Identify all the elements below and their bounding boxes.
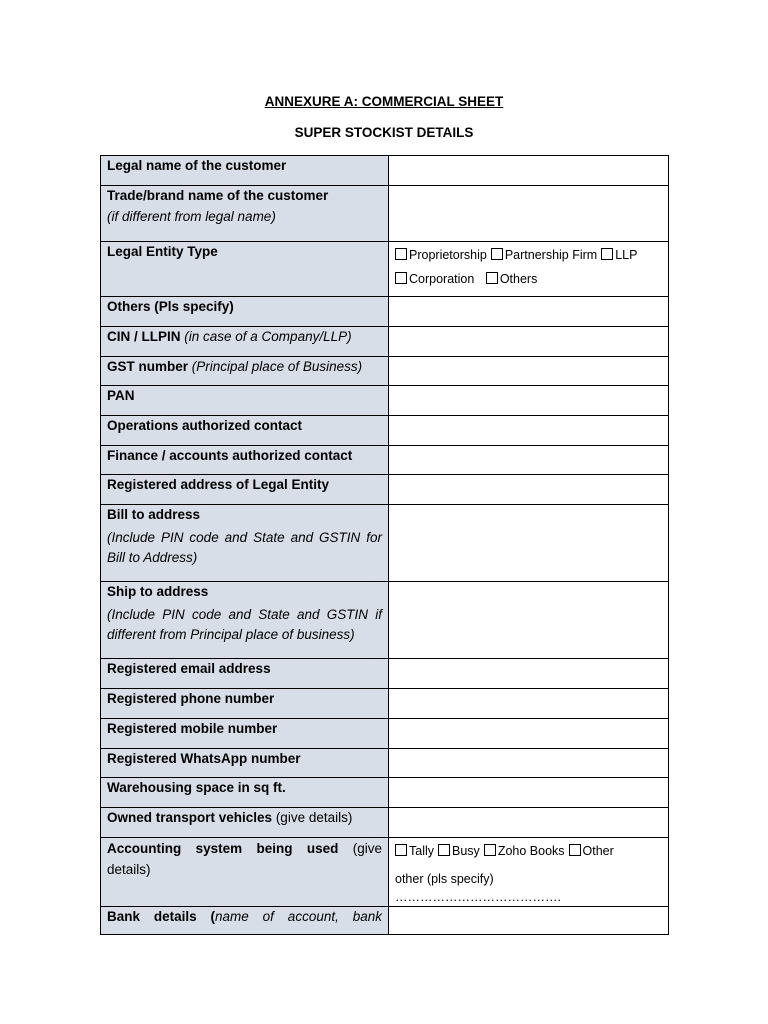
table-row xyxy=(101,749,669,778)
table-row xyxy=(101,659,669,689)
option-llp[interactable]: LLP xyxy=(601,248,637,262)
ship-to-field[interactable] xyxy=(389,582,669,659)
finance-contact-field[interactable] xyxy=(389,446,669,475)
field-label: Registered email address xyxy=(107,661,271,676)
field-label: Operations authorized contact xyxy=(107,418,303,433)
mobile-field[interactable] xyxy=(389,719,669,749)
field-label: Bill to address xyxy=(107,507,201,522)
checkbox-icon[interactable] xyxy=(486,272,498,284)
cin-field[interactable] xyxy=(389,327,669,357)
field-note: name of account, bank xyxy=(215,909,382,924)
field-label: Others (Pls specify) xyxy=(107,299,234,314)
field-note: (give xyxy=(352,841,382,856)
table-row xyxy=(101,582,669,659)
table-row xyxy=(101,327,669,357)
field-label: Registered WhatsApp number xyxy=(107,751,301,766)
table-row xyxy=(101,808,669,838)
option-others[interactable]: Others xyxy=(486,272,538,286)
bill-to-field[interactable] xyxy=(389,505,669,582)
table-row xyxy=(101,357,669,386)
field-note: (Principal place of Business) xyxy=(191,359,363,374)
table-row xyxy=(101,475,669,505)
field-label: Warehousing space in sq ft. xyxy=(107,780,286,795)
trade-name-field[interactable] xyxy=(389,186,669,242)
table-row xyxy=(101,778,669,808)
field-note: (Include PIN code and State and GSTIN if different from Principal place of business) xyxy=(107,607,382,642)
field-label: Finance / accounts authorized contact xyxy=(107,448,353,463)
field-label: Bank details ( xyxy=(107,909,216,924)
field-label: Ship to address xyxy=(107,584,209,599)
field-note: (Include PIN code and State and GSTIN for Bill to Address) xyxy=(107,530,382,565)
accounting-other-specify[interactable]: other (pls specify) …………………………………. xyxy=(395,872,561,904)
table-row xyxy=(101,689,669,719)
field-note: (give details) xyxy=(275,810,353,825)
checkbox-icon[interactable] xyxy=(484,844,496,856)
option-tally[interactable]: Tally xyxy=(395,844,434,858)
phone-field[interactable] xyxy=(389,689,669,719)
warehouse-field[interactable] xyxy=(389,778,669,808)
page-subtitle: SUPER STOCKIST DETAILS xyxy=(294,125,474,140)
option-busy[interactable]: Busy xyxy=(438,844,480,858)
pan-field[interactable] xyxy=(389,386,669,416)
checkbox-icon[interactable] xyxy=(569,844,581,856)
whatsapp-field[interactable] xyxy=(389,749,669,778)
transport-field[interactable] xyxy=(389,808,669,838)
table-row xyxy=(101,907,669,935)
stockist-details-table xyxy=(100,155,669,935)
checkbox-icon[interactable] xyxy=(395,844,407,856)
table-row xyxy=(101,156,669,186)
bank-details-field[interactable] xyxy=(389,907,669,935)
table-row xyxy=(101,505,669,582)
field-label: CIN / LLPIN xyxy=(107,329,181,344)
field-label: Registered address of Legal Entity xyxy=(107,477,330,492)
option-proprietorship[interactable]: Proprietorship xyxy=(395,248,487,262)
table-row xyxy=(101,838,669,907)
legal-name-field[interactable] xyxy=(389,156,669,186)
checkbox-icon[interactable] xyxy=(395,248,407,260)
page-title: ANNEXURE A: COMMERCIAL SHEET xyxy=(264,94,504,109)
checkbox-icon[interactable] xyxy=(491,248,503,260)
checkbox-icon[interactable] xyxy=(438,844,450,856)
ops-contact-field[interactable] xyxy=(389,416,669,446)
table-row xyxy=(101,719,669,749)
field-note: details) xyxy=(107,862,151,877)
field-label: Registered phone number xyxy=(107,691,275,706)
field-label: Accounting system being used xyxy=(107,841,339,856)
option-zoho-books[interactable]: Zoho Books xyxy=(484,844,565,858)
field-label: Owned transport vehicles xyxy=(107,810,273,825)
field-label: GST number xyxy=(107,359,189,374)
table-row xyxy=(101,416,669,446)
option-corporation[interactable]: Corporation xyxy=(395,272,474,286)
email-field[interactable] xyxy=(389,659,669,689)
gst-field[interactable] xyxy=(389,357,669,386)
field-label: Legal Entity Type xyxy=(107,244,218,259)
table-row xyxy=(101,386,669,416)
field-label: Trade/brand name of the customer xyxy=(107,188,329,203)
table-row xyxy=(101,297,669,327)
field-label: Legal name of the customer xyxy=(107,158,287,173)
reg-address-field[interactable] xyxy=(389,475,669,505)
checkbox-icon[interactable] xyxy=(601,248,613,260)
option-partnership-firm[interactable]: Partnership Firm xyxy=(491,248,597,262)
checkbox-icon[interactable] xyxy=(395,272,407,284)
field-note: (in case of a Company/LLP) xyxy=(184,329,352,344)
option-other[interactable]: Other xyxy=(569,844,614,858)
table-row xyxy=(101,446,669,475)
table-row xyxy=(101,186,669,242)
field-label: Registered mobile number xyxy=(107,721,278,736)
table-row xyxy=(101,242,669,297)
others-specify-field[interactable] xyxy=(389,297,669,327)
field-label: PAN xyxy=(107,388,135,403)
field-note: (if different from legal name) xyxy=(107,209,276,224)
